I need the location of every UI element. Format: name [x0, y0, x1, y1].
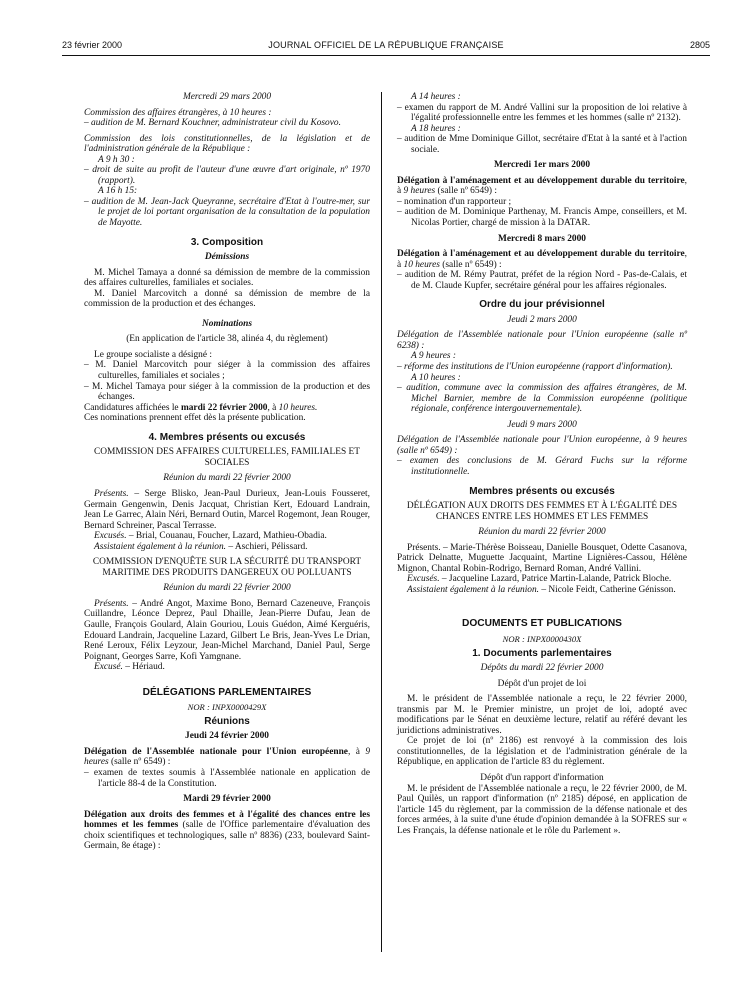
day-heading: Jeudi 2 mars 2000 — [507, 314, 577, 325]
text-run: – Serge Blisko, Jean-Paul Durieux, Jean-Louis Fousseret, Germain Gengenwin, Denis Jacquat, Christian Kert, Edouard Landrain, Jean Le Garrec, Alain Néri, Bernard Outin, Marcel Rogemont, Jean Rouger, Bernard Schreiner, Pascal Terrasse. — [84, 488, 370, 531]
subsection-heading: Dépôt d'un projet de loi — [497, 678, 587, 689]
nor-reference: NOR : INPX0000429X — [187, 702, 267, 713]
text-run: – Brial, Couanau, Foucher, Lazard, Mathieu-Obadia. — [126, 531, 327, 542]
text-run: , à — [347, 746, 366, 757]
paragraph: Délégation de l'Assemblée nationale pour l'Union européenne, à 9 heures (salle nº 6549) : — [397, 435, 687, 456]
paragraph — [397, 585, 687, 596]
column-divider — [381, 92, 382, 952]
time-label: A 9 heures : — [411, 351, 457, 362]
subsection-heading: Dépôts du mardi 22 février 2000 — [480, 663, 604, 674]
text-run: (salle de l'Office parlementaire d'évaluation des choix scientifiques et technologiques, salle nº 8836) (233, boulevard Saint-Germain, 8e étage) : — [84, 820, 370, 852]
paragraph — [397, 249, 687, 270]
list-item: – M. Michel Tamaya pour siéger à la commission de la production et des échanges. — [84, 381, 370, 403]
time-emphasis: 10 heures — [403, 259, 440, 270]
subsection-heading: Nominations — [201, 318, 252, 329]
text-run: – Nicole Feidt, Catherine Génisson. — [539, 584, 676, 595]
time-label: A 10 heures : — [411, 372, 461, 383]
committee-title: COMMISSION D'ENQUÊTE SUR LA SÉCURITÉ DU TRANSPORT MARITIME DES PRODUITS DANGEREUX OU POLLUANTS — [92, 557, 362, 578]
paragraph: Commission des lois constitutionnelles, de la législation et de l'administration générale de la République : — [84, 133, 370, 155]
paragraph: Commission des affaires étrangères, à 10 heures : — [84, 107, 272, 118]
list-item: – audition, commune avec la commission des affaires étrangères, de M. Michel Barnier, membre de la Commission européenne (politique régionale, conférence intergouvernementale). — [397, 383, 687, 415]
list-item: – examen des conclusions de M. Gérard Fuchs sur la réforme institutionnelle. — [397, 456, 687, 477]
paragraph — [397, 574, 687, 585]
day-heading: Jeudi 9 mars 2000 — [507, 419, 577, 430]
text-run: (salle nº 6549) : — [439, 259, 502, 270]
nor-reference: NOR : INPX0000430X — [502, 633, 582, 644]
paragraph — [84, 403, 370, 414]
label: Excusés. — [407, 574, 440, 585]
list-item: – audition de M. Rémy Pautrat, préfet de la région Nord - Pas-de-Calais, et de M. Claude Kupfer, secrétaire général pour les affaires régionales. — [397, 270, 687, 291]
paragraph — [84, 662, 370, 673]
label: Excusé. — [94, 662, 123, 673]
journal-title: JOURNAL OFFICIEL DE LA RÉPUBLIQUE FRANÇAISE — [268, 40, 504, 50]
text-run: , à — [397, 175, 687, 197]
part-heading: DOCUMENTS ET PUBLICATIONS — [462, 618, 622, 630]
delegation-name: Délégation à l'aménagement et au développement durable du territoire — [397, 249, 685, 260]
paragraph: Ces nominations prennent effet dès la présente publication. — [84, 413, 306, 424]
delegation-name: Délégation aux droits des femmes et à l'égalité des chances entre les hommes et les femmes — [84, 809, 370, 831]
label: Présents. — [94, 598, 129, 609]
header-date: 23 février 2000 — [62, 40, 123, 50]
time-label: A 16 h 15: — [98, 186, 138, 197]
day-heading: Mardi 29 février 2000 — [183, 794, 271, 805]
list-item: – réforme des institutions de l'Union européenne (rapport d'information). — [397, 362, 673, 373]
time-label: A 9 h 30 : — [98, 154, 135, 165]
paragraph: Ce projet de loi (nº 2186) est renvoyé à la commission des lois constitutionnelles, de la législation et de l'administration générale de la République, en application de l'article 83 du règlement. — [397, 736, 687, 768]
meeting-date: Réunion du mardi 22 février 2000 — [163, 583, 291, 594]
section-heading: 3. Composition — [190, 236, 264, 248]
text-run: (salle nº 6549) : — [435, 186, 497, 197]
section-heading: Ordre du jour prévisionnel — [479, 299, 605, 311]
list-item: – audition de M. Dominique Parthenay, M. Francis Ampe, conseillers, et M. Nicolas Portier, chargé de mission à la DATAR. — [397, 207, 687, 229]
text-run: , à — [397, 249, 687, 270]
subsection-heading: Démissions — [204, 252, 250, 263]
page-header — [62, 40, 710, 54]
text-run: Candidatures affichées le — [84, 402, 181, 413]
part-heading: DÉLÉGATIONS PARLEMENTAIRES — [142, 686, 312, 698]
left-column — [84, 92, 370, 852]
list-item: – droit de suite au profit de l'auteur d'une œuvre d'art originale, nº 1970 (rapport). — [84, 165, 370, 186]
day-heading: Mercredi 8 mars 2000 — [498, 233, 586, 244]
paragraph: Le groupe socialiste a désigné : — [94, 349, 212, 360]
label: Présents. — [94, 488, 129, 499]
paragraph — [84, 489, 370, 531]
section-heading: Membres présents ou excusés — [469, 485, 615, 497]
list-item: – M. Daniel Marcovitch pour siéger à la commission des affaires culturelles, familiales et sociales ; — [84, 360, 370, 382]
day-heading: Jeudi 24 février 2000 — [185, 731, 269, 742]
date-emphasis: mardi 22 février 2000 — [180, 402, 268, 413]
paragraph: M. Michel Tamaya a donné sa démission de membre de la commission des affaires culturelles, familiales et sociales. — [84, 267, 370, 289]
paragraph: M. le président de l'Assemblée nationale a reçu, le 22 février 2000, transmis par M. le Premier ministre, un projet de loi, adopté avec modifications par le Sénat en deuxième lecture, relatif au référé devant les juridictions administratives. — [397, 694, 687, 736]
paragraph — [397, 176, 687, 197]
label: Excusés. — [94, 531, 127, 542]
text-run: , à — [267, 402, 279, 413]
meeting-date: Réunion du mardi 22 février 2000 — [163, 473, 291, 484]
text-run: – Hériaud. — [122, 662, 165, 673]
list-item: – audition de M. Jean-Jack Queyranne, secrétaire d'Etat à l'outre-mer, sur le projet de loi portant organisation de la consultation de la population de Mayotte. — [84, 196, 370, 229]
list-item: – audition de M. Bernard Kouchner, administrateur civil du Kosovo. — [84, 118, 341, 129]
paragraph: (En application de l'article 38, alinéa 4, du règlement) — [126, 334, 328, 345]
section-heading: Réunions — [204, 715, 250, 727]
paragraph: M. le président de l'Assemblée nationale a reçu, le 22 février 2000, de M. Paul Quilès, un rapport d'information (nº 2185) déposé, en application de l'article 145 du règlement, par la commission de la défense nationale et des forces armées, à la suite d'une étude d'opinion demandée à la SOFRES sur « Les Français, la défense nationale et le rôle du Parlement ». — [397, 783, 687, 836]
paragraph — [84, 747, 370, 768]
label: Assistaient également à la réunion. — [94, 541, 227, 552]
time-emphasis: 9 heures — [403, 186, 436, 197]
text-run: – Aschieri, Pélissard. — [226, 541, 308, 552]
label: Assistaient également à la réunion. — [407, 584, 540, 595]
list-item: – examen de textes soumis à l'Assemblée nationale en application de l'article 88-4 de la Constitution. — [84, 767, 370, 789]
time-label: A 14 heures : — [411, 92, 461, 102]
text-run: – Jacqueline Lazard, Patrice Martin-Lalande, Patrick Bloche. — [439, 574, 672, 585]
list-item: – examen du rapport de M. André Vallini sur la proposition de loi relative à l'égalité professionnelle entre les femmes et les hommes (salle nº 2132). — [397, 102, 687, 124]
section-heading: 4. Membres présents ou excusés — [148, 431, 306, 443]
list-item: – nomination d'un rapporteur ; — [397, 196, 512, 207]
section-heading: 1. Documents parlementaires — [472, 647, 612, 659]
meeting-date: Réunion du mardi 22 février 2000 — [478, 527, 606, 538]
header-rule — [62, 55, 710, 56]
text-run: – André Angot, Maxime Bono, Bernard Cazeneuve, François Cuillandre, Léonce Deprez, Paul Dhaille, Jean-Pierre Dufau, Jean de Gaulle, François Goulard, Alain Gouriou, Louis Guédon, Aimé Kerguéris, Edouard Landrain, Jacqueline Lazard, Gilbert Le Bris, Jean-Yves Le Drian, René Leroux, Félix Leyzour, Jean-Michel Marchand, Daniel Paul, Serge Poignant, Georges Sarre, Kofi Yamgnane. — [84, 598, 370, 662]
text-run: (salle nº 6549) : — [108, 757, 171, 768]
list-item: – audition de Mme Dominique Gillot, secrétaire d'Etat à la santé et à l'action sociale. — [397, 134, 687, 155]
subsection-heading: Dépôt d'un rapport d'information — [480, 772, 604, 783]
day-heading: Mercredi 1er mars 2000 — [493, 160, 591, 171]
committee-title: DÉLÉGATION AUX DROITS DES FEMMES ET À L'ÉGALITÉ DES CHANCES ENTRE LES HOMMES ET LES FEMMES — [406, 501, 678, 522]
day-heading: Mercredi 29 mars 2000 — [182, 92, 272, 102]
paragraph: M. Daniel Marcovitch a donné sa démission de membre de la commission de la production et des échanges. — [84, 288, 370, 310]
right-column — [397, 92, 687, 836]
delegation-name: Délégation à l'aménagement et au développement durable du territoire — [397, 175, 685, 186]
time-label: A 18 heures : — [411, 123, 461, 134]
paragraph: Présents. – Marie-Thérèse Boisseau, Danielle Bousquet, Odette Casanova, Patrick Delnatte, Muguette Jacquaint, Martine Lignières-Cassou, Hélène Mignon, Chantal Robin-Rodrigo, Bernard Roman, André Vallini. — [397, 542, 687, 574]
paragraph — [84, 810, 370, 852]
paragraph — [84, 531, 370, 542]
time-emphasis: 10 heures. — [278, 402, 318, 413]
delegation-name: Délégation de l'Assemblée nationale pour l'Union européenne — [84, 746, 348, 757]
committee-title: COMMISSION DES AFFAIRES CULTURELLES, FAMILIALES ET SOCIALES — [94, 447, 360, 468]
paragraph — [84, 599, 370, 662]
time-emphasis: 9 heures — [84, 746, 370, 768]
page-number: 2805 — [689, 40, 710, 50]
paragraph — [84, 542, 370, 553]
paragraph: Délégation de l'Assemblée nationale pour l'Union européenne (salle nº 6238) : — [397, 330, 687, 351]
